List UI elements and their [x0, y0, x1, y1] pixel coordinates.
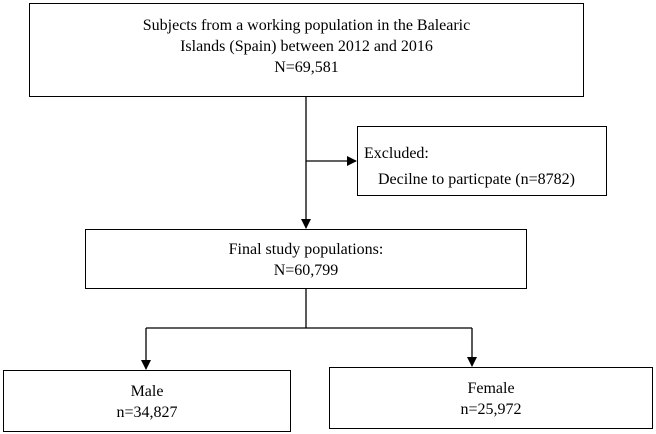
source-population-box	[29, 3, 584, 97]
female-label: Female	[467, 380, 515, 397]
final-population-box	[85, 229, 527, 289]
female-box	[329, 367, 653, 429]
male-count: n=34,827	[116, 404, 178, 421]
source-line-2: Islands (Spain) between 2012 and 2016	[180, 38, 433, 55]
source-line-1: Subjects from a working population in the Balearic	[142, 17, 471, 34]
excluded-reason: Decilne to particpate (n=8782)	[378, 171, 575, 188]
male-label: Male	[130, 383, 164, 400]
male-box	[3, 370, 291, 432]
final-count: N=60,799	[273, 262, 339, 279]
final-title: Final study populations:	[228, 241, 384, 258]
excluded-title: Excluded:	[364, 145, 429, 162]
source-count: N=69,581	[274, 59, 339, 76]
female-count: n=25,972	[460, 401, 522, 418]
excluded-box	[357, 126, 607, 196]
